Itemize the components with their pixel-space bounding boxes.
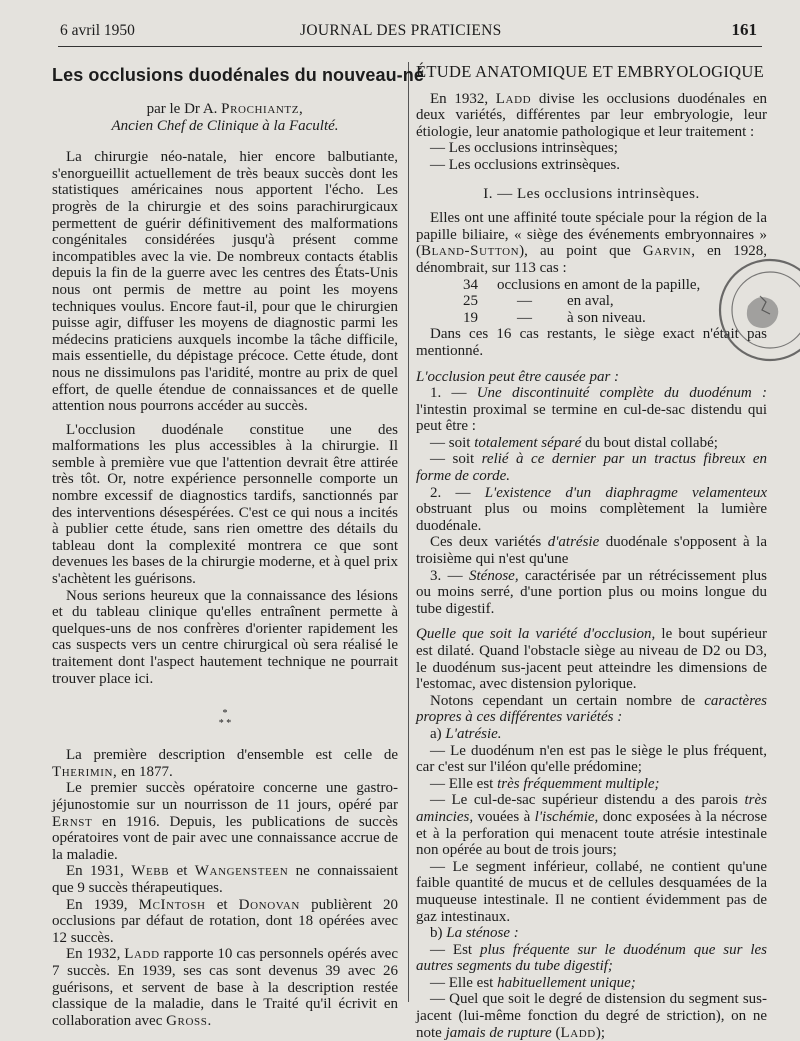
column-divider <box>408 62 409 1002</box>
text-run: du bout distal collabé; <box>581 434 718 451</box>
ditto-mark: — <box>517 293 532 310</box>
emphasis: Quelle que soit la variété d'occlusion, <box>416 626 656 643</box>
text-run: a) <box>430 725 446 742</box>
atresia-heading <box>416 726 767 743</box>
running-head <box>60 18 760 42</box>
text-run: La première description d'ensemble est celle de <box>66 747 398 764</box>
text-run: En 1932, <box>430 90 496 107</box>
emphasis: totalement séparé <box>474 434 582 451</box>
header-date: 6 avril 1950 <box>60 22 135 39</box>
list-item: — Les occlusions extrinsèques. <box>430 156 620 173</box>
atresia-contrast <box>416 534 767 567</box>
intro-paragraph-2: L'occlusion duodénale constitue une des malformations les plus accessibles à la chirurgie. Il semble à première vue que l'attention devrait être attirée très tôt. Or, notre expérience personnelle comporte un nombre excessif de diagnostics tardifs, sanctionnés par des interventions désespérées. C'est ce qui nous a incités à publier cette étude, sans rien omettre des détails du tableau dont la complexité montrera ce que sont devenues les bases de la chirurgie moderne, et à quel prix s'achètent les guérisons. <box>52 421 398 588</box>
cause-1-option-b <box>416 451 767 484</box>
text-run: caractérisée par un rétrécissement plus ou moins serré, d'une portion plus ou moins longue du tube digestif. <box>416 567 767 617</box>
stat-label: occlusions en amont de la papille, <box>497 276 701 293</box>
text-run: le bout supérieur est dilaté. Quand l'obstacle siège au niveau de D2 ou D3, le duodénum sus-jacent peut atteindre les dimensions de l'estomac, avec distension pylorique. <box>416 626 767 693</box>
subsection-title: I. — Les occlusions intrinsèques. <box>483 185 700 202</box>
cited-author: Donovan <box>238 896 300 913</box>
text-run: Elles ont une affinité toute spéciale pour la région de la papille biliaire, « siège des événements embryonnaires » ( <box>416 210 767 260</box>
text-run: — Est <box>430 941 480 958</box>
causes-heading: L'occlusion peut être causée par : <box>416 368 620 385</box>
cited-author: Bland-Sutton <box>421 243 520 260</box>
emphasis: habituellement unique; <box>497 974 636 991</box>
separator-stars: * * <box>218 718 232 730</box>
text-run: — Elle est <box>430 974 498 991</box>
text-run: — Elle est <box>430 775 498 792</box>
emphasis: caractères propres à ces différentes variétés : <box>416 692 767 726</box>
spacer <box>52 415 398 422</box>
text-run: obstruant plus ou moins complètement la lumière duodénale. <box>416 501 767 534</box>
intro-paragraph-3: Nous serions heureux que la connaissance des lésions et du tableau clinique qu'elles entraînent permette à quelques-uns de nos confrères d'orienter rapidement les cas suspects vers un centre chirurgical où sera réalisé le traitement dont l'aspect hautement technique ne pourrait trouver place ici. <box>52 587 398 687</box>
atresia-point <box>416 792 767 858</box>
text-run: ne connaissaient que 9 succès thérapeutiques. <box>52 863 398 896</box>
characters-intro <box>416 693 767 726</box>
text-run: en 1916. Depuis, les publications de succès opératoires vont de pair avec une connaissance accrue de la maladie. <box>52 813 398 863</box>
text-run: divise les occlusions duodénales en deux variétés, différentes par leur embryologie, leur étiologie, leur anatomie pathologique et leur traitement : <box>416 90 767 140</box>
cause-3 <box>416 568 767 618</box>
cause-1 <box>416 385 767 435</box>
text-run: — soit <box>430 451 482 468</box>
history-paragraph-4 <box>52 897 398 947</box>
text-run: — Le cul-de-sac supérieur distendu a des parois <box>430 792 745 809</box>
byline <box>52 101 398 118</box>
text-run: rapporte 10 cas personnels opérés avec 7 succès. En 1939, ses cas sont devenus 39 avec 26 guérisons, et servent de base à la description restée classique de la maladie, dans le Traité qu'il écrivit en collaboration avec <box>52 946 398 1029</box>
stat-label: à son niveau. <box>567 309 646 326</box>
section-title: ÉTUDE ANATOMIQUE ET EMBRYOLOGIQUE <box>416 62 764 81</box>
text-run: donc exposées à la nécrose et à la perforation qui menacent toute atrésie intestinale non opérée au bout de trois jours; <box>416 808 767 859</box>
cause-2 <box>416 485 767 535</box>
byline-prefix: par le Dr A. <box>146 101 222 117</box>
section-separator <box>52 687 398 747</box>
emphasis: relié à ce dernier par un tractus fibreux en forme de corde. <box>416 451 767 485</box>
atresia-point <box>416 776 767 793</box>
stenosis-point <box>416 942 767 975</box>
author-name: Prochiantz, <box>221 101 304 117</box>
stenosis-point <box>416 975 767 992</box>
stenosis-point <box>416 991 767 1041</box>
text-run: En 1939, <box>66 896 139 913</box>
cited-author: Gross <box>166 1012 208 1029</box>
emphasis: l'ischémie, <box>534 808 599 825</box>
intro-paragraph-1: La chirurgie néo-natale, hier encore balbutiante, s'enorgueillit actuellement de très beaux succès dont les statistiques américaines nous apportent l'écho. Les progrès de la chirurgie et des soins parachirurgicaux permettent de guérir définitivement des malformations congénitales considérées jusqu'à présent comme incompatibles avec la vie. De nombreux contacts établis depuis la fin de la guerre avec les centres des États-Unis nous ont permis de mettre au point les moyens techniques voulus. Encore faut-il, pour que le chirurgien puisse agir, diffuser les moyens de diagnostic parmi les médecins praticiens auxquels incombe la tâche difficile, mais essentielle, du dépistage précoce. Cette étude, dont nous ne dissimulons pas l'aridité, montre au prix de quel effort, de quelle étendue de connaissances et de quelle attention nous pourrons accéder au succès. <box>52 149 398 415</box>
cited-author: Therimin, <box>52 763 118 780</box>
text-run: duodénale s'opposent à la troisième qui n'est qu'une <box>416 534 767 568</box>
emphasis: très amincies, <box>416 792 767 825</box>
emphasis: d'atrésie <box>547 534 600 551</box>
cause-1-option-a <box>416 435 767 452</box>
stat-label: en aval, <box>567 293 614 310</box>
text-run: et <box>169 863 195 880</box>
stat-count: 19 <box>463 309 478 326</box>
right-column <box>416 64 767 1041</box>
text-run: b) <box>430 925 447 942</box>
separator-star: * <box>222 708 228 720</box>
atresia-point: — Le duodénum n'en est pas le siège le plus fréquent, car c'est sur l'iléon qu'elle prédomine; <box>416 742 767 776</box>
list-item: — Les occlusions intrinsèques; <box>430 140 618 157</box>
text-run: ( <box>551 1024 561 1041</box>
cited-author: Wangensteen <box>194 863 289 880</box>
history-paragraph-1 <box>52 747 398 780</box>
text-run: publièrent 20 occlusions par défaut de rotation, dont 18 opérées avec 12 succès. <box>52 896 398 946</box>
author-affiliation: Ancien Chef de Clinique à la Faculté. <box>111 117 339 134</box>
text-run: En 1931, <box>66 863 132 880</box>
cited-author: Ernst <box>52 813 93 830</box>
cited-author: Garvin <box>642 243 692 260</box>
emphasis: La sténose : <box>446 925 519 942</box>
text-run: ); <box>595 1024 606 1041</box>
text-run: l'intestin proximal se termine en cul-de-sac distendu qui peut être : <box>416 401 767 435</box>
emphasis: plus fréquente sur le duodénum que sur les autres segments du tube digestif; <box>416 941 768 975</box>
remaining-cases-paragraph: Dans ces 16 cas restants, le siège exact n'était pas mentionné. <box>416 326 767 359</box>
emphasis: très fréquemment multiple; <box>497 775 660 792</box>
page-number: 161 <box>731 20 757 39</box>
emphasis: L'existence d'un diaphragme velamenteux <box>484 484 768 501</box>
text-run: et <box>205 896 239 913</box>
emphasis: Une discontinuité complète du duodénum : <box>476 385 767 402</box>
emphasis: Sténose, <box>469 567 519 584</box>
text-run: vouées à <box>473 808 535 825</box>
dilation-paragraph <box>416 626 767 692</box>
emphasis: L'atrésie. <box>445 725 502 742</box>
atresia-point: — Le segment inférieur, collabé, ne contient qu'une faible quantité de mucus et de cellules desquamées de la muqueuse intestinale. Il ne contient évidemment pas de gaz intestinaux. <box>416 858 767 925</box>
cited-author: McIntosh <box>138 896 206 913</box>
emphasis: jamais de rupture <box>445 1024 552 1041</box>
text-run: Ces deux variétés <box>430 534 548 551</box>
text-run: en 1877. <box>117 763 173 780</box>
classification-paragraph <box>416 91 767 141</box>
text-run: , en 1928, dénombrait, sur 113 cas : <box>416 243 767 276</box>
history-paragraph-3 <box>52 863 398 896</box>
text-run: Notons cependant un certain nombre de <box>430 692 705 709</box>
library-stamp-icon <box>708 256 800 368</box>
text-run: 3. — <box>430 567 469 584</box>
text-run: ), au point que <box>519 243 643 260</box>
history-paragraph-2 <box>52 780 398 863</box>
left-column <box>52 64 424 1029</box>
cited-author: Ladd <box>124 946 160 963</box>
text-run: — soit <box>430 434 475 451</box>
stenosis-heading <box>416 925 767 942</box>
article-title: Les occlusions duodénales du nouveau-né <box>52 65 424 85</box>
stat-count: 34 <box>463 276 478 293</box>
cited-author: Ladd <box>495 90 532 107</box>
header-rule <box>58 46 762 47</box>
ditto-mark: — <box>517 309 532 326</box>
text-run: 1. — <box>430 385 477 402</box>
history-paragraph-5 <box>52 946 398 1029</box>
stat-count: 25 <box>463 293 478 310</box>
text-run: — Quel que soit le degré de distension du segment sus-jacent (lui-même fonction du degré de striction), on ne note <box>416 991 767 1041</box>
text-run: . <box>207 1012 212 1029</box>
text-run: En 1932, <box>66 946 125 963</box>
cited-author: Ladd <box>560 1024 596 1041</box>
text-run: 2. — <box>430 484 485 501</box>
header-journal: JOURNAL DES PRATICIENS <box>300 22 502 39</box>
text-run: Le premier succès opératoire concerne une gastro-jéjunostomie sur un nourrisson de 11 jours, opéré par <box>52 780 398 813</box>
cited-author: Webb <box>131 863 170 880</box>
